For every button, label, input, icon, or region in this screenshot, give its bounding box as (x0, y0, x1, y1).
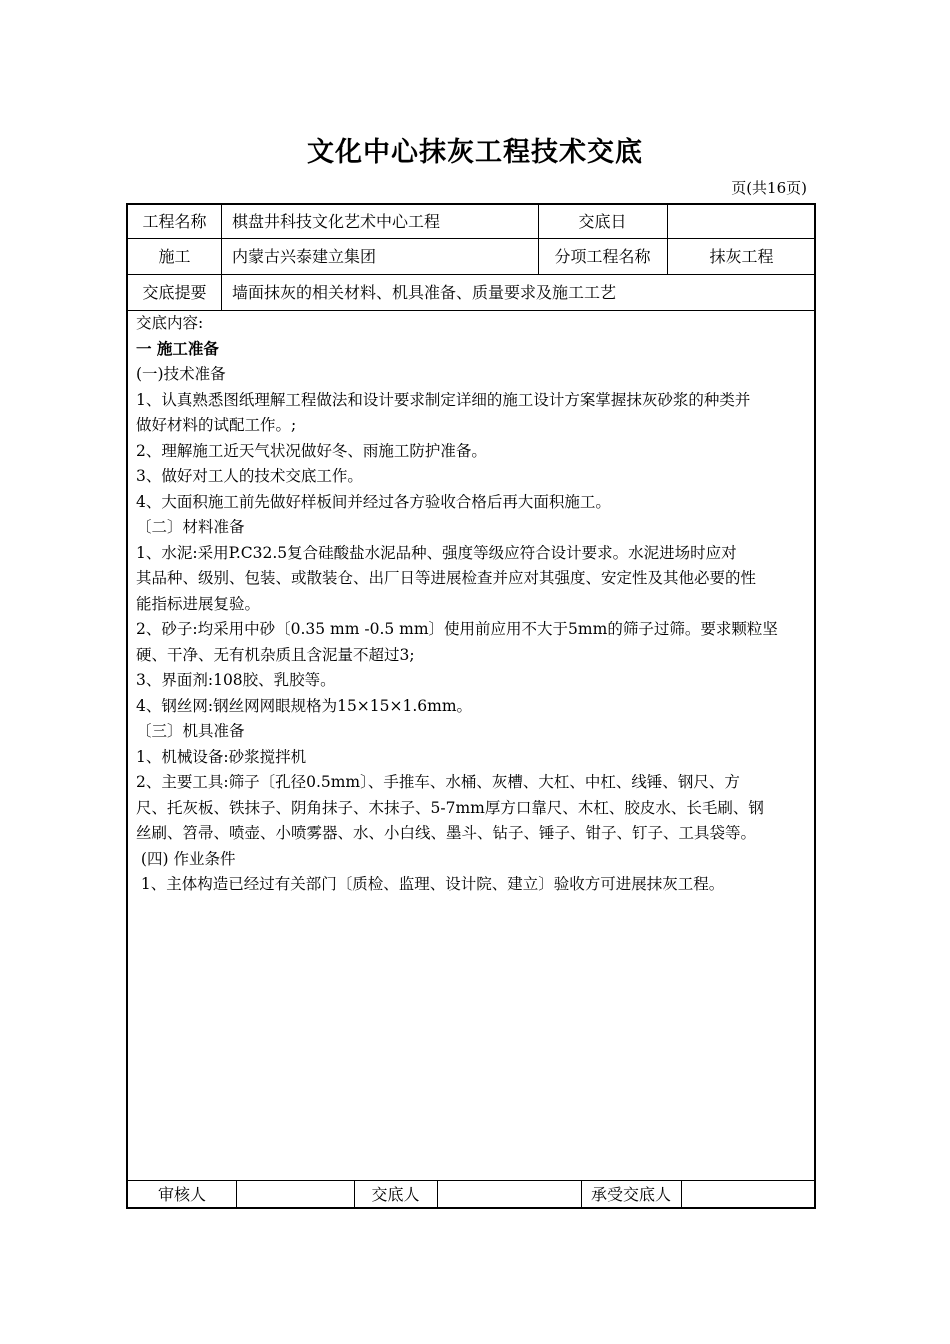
content-line: 硬、干净、无有机杂质且含泥量不超过3; (136, 645, 415, 664)
content-line: 尺、托灰板、铁抹子、阴角抹子、木抹子、5-7mm厚方口靠尺、木杠、胶皮水、长毛刷、钢 (136, 798, 764, 817)
column-divider (236, 1180, 237, 1209)
discloser-label: 交底人 (371, 1185, 420, 1204)
content-line: 做好材料的试配工作。; (136, 416, 297, 434)
disclosure-form (126, 203, 816, 1209)
row-divider (128, 274, 814, 275)
content-line: 2、主要工具:筛子〔孔径0.5mm〕、手推车、水桶、灰槽、大杠、中杠、线锤、钢尺、方 (136, 773, 740, 791)
content-line: 其品种、级别、包装、或散装仓、出厂日等进展检查并应对其强度、安定性及其他必要的性 (136, 569, 757, 587)
column-divider (681, 1180, 682, 1209)
subsection-heading: 〔二〕材料准备 (136, 518, 245, 536)
content-line: 1、主体构造已经过有关部门〔质检、监理、设计院、建立〕验收方可进展抹灰工程。 (136, 875, 725, 893)
column-divider (437, 1180, 438, 1209)
content-line: 能指标进展复验。 (136, 594, 261, 613)
content-line: 4、大面积施工前先做好样板间并经过各方验收合格后再大面积施工。 (136, 492, 611, 511)
content-line: 1、认真熟悉图纸理解工程做法和设计要求制定详细的施工设计方案掌握抹灰砂浆的种类并 (136, 390, 751, 409)
subsection-heading: (四) 作业条件 (136, 849, 236, 868)
page-title: 文化中心抹灰工程技术交底 (307, 137, 643, 168)
row-divider (128, 1180, 814, 1181)
content-line: 丝刷、笤帚、喷壶、小喷雾器、水、小白线、墨斗、钻子、锤子、钳子、钉子、工具袋等。 (136, 824, 757, 842)
row-divider (128, 238, 814, 239)
summary-value: 墙面抹灰的相关材料、机具准备、质量要求及施工工艺 (232, 283, 617, 302)
page-count: 页(共16页) (731, 179, 807, 197)
section-heading: 一 施工准备 (136, 339, 219, 358)
reviewer-label: 审核人 (157, 1185, 206, 1204)
disclosure-content (136, 311, 808, 898)
subproject-label: 分项工程名称 (554, 247, 651, 266)
subsection-heading: (一)技术准备 (136, 365, 226, 383)
date-label: 交底日 (578, 212, 627, 231)
construction-label: 施工 (158, 247, 191, 266)
content-heading: 交底内容: (136, 314, 204, 332)
summary-label: 交底提要 (142, 283, 207, 302)
content-line: 4、钢丝网:钢丝网网眼规格为15×15×1.6mm。 (136, 696, 473, 715)
column-divider (221, 205, 222, 310)
project-name-value: 棋盘井科技文化艺术中心工程 (232, 212, 441, 231)
content-line: 3、做好对工人的技术交底工作。 (136, 467, 363, 485)
content-line: 3、界面剂:108胶、乳胶等。 (136, 671, 336, 689)
project-name-label: 工程名称 (142, 212, 207, 231)
construction-value: 内蒙古兴泰建立集团 (232, 247, 377, 266)
content-line: 1、机械设备:砂浆搅拌机 (136, 747, 307, 766)
content-line: 2、理解施工近天气状况做好冬、雨施工防护准备。 (136, 441, 487, 460)
subproject-value: 抹灰工程 (709, 247, 774, 266)
content-line: 2、砂子:均采用中砂〔0.35 mm -0.5 mm〕使用前应用不大于5mm的筛子过筛。要求颗粒坚 (136, 620, 778, 638)
content-line: 1、水泥:采用P.C32.5复合硅酸盐水泥品种、强度等级应符合设计要求。水泥进场时应对 (136, 543, 737, 562)
subsection-heading: 〔三〕机具准备 (136, 722, 245, 740)
receiver-label: 承受交底人 (590, 1185, 671, 1204)
